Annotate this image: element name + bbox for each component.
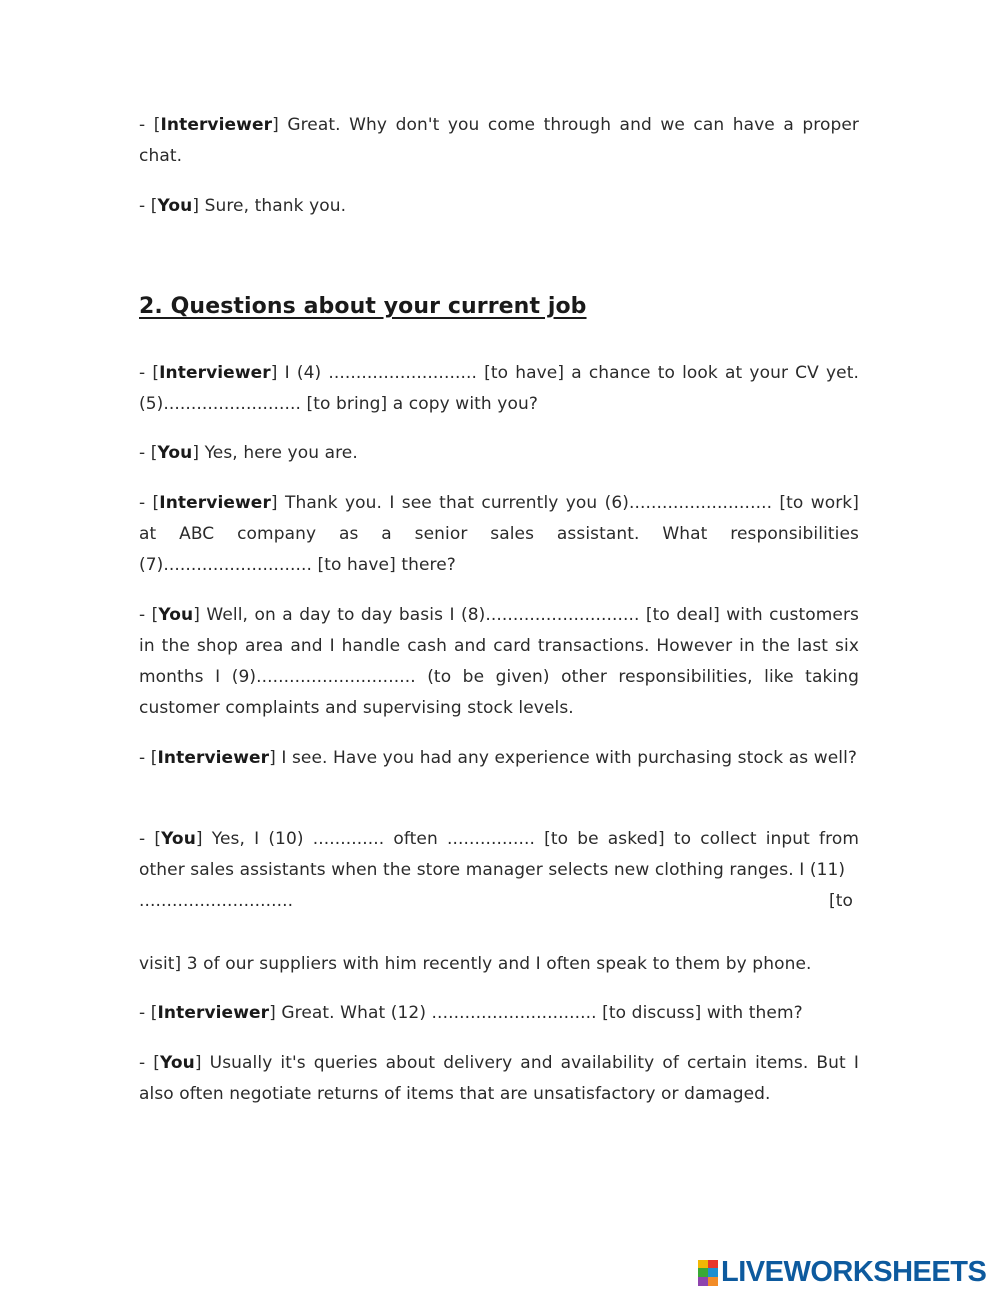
dialogue-line-interviewer-4: - [Interviewer] I see. Have you had any experience with purchasing stock as well? [139,748,858,768]
dialogue-line-you-4-blank-row [139,886,859,917]
speaker-label: Interviewer [157,1003,270,1023]
answer-blank: ............................ [139,891,294,911]
speaker-label: Interviewer [160,115,273,135]
verb-hint: [to [829,891,853,911]
dialogue-line-interviewer-3: - [Interviewer] Thank you. I see that currently you (6).......................... [to work] at ABC company as a senior sales assistant. What responsibilities (7)........................... [to have] there? [139,493,859,575]
dialogue-line-you-1: - [You] Sure, thank you. [139,196,347,216]
speaker-label: You [160,1053,195,1073]
dialogue-line-interviewer-5: - [Interviewer] Great. What (12) .............................. [to discuss] with them? [139,1003,803,1023]
dialogue-line-interviewer-1: - [Interviewer] Great. Why don't you come through and we can have a proper chat. [139,115,859,166]
dialogue-line-interviewer-2: - [Interviewer] I (4) ........................... [to have] a chance to look at your CV yet. (5)......................... [to bring] a copy with you? [139,363,859,414]
dialogue-line-you-4: - [You] Yes, I (10) ............. often ................ [to be asked] to collect input from other sales assistants when the store manager selects new clothing ranges. I (11) [139,829,859,880]
dialogue-line-you-4-continued: visit] 3 of our suppliers with him recently and I often speak to them by phone. [139,954,812,974]
dialogue-line-you-3: - [You] Well, on a day to day basis I (8)............................ [to deal] with customers in the shop area and I handle cash and card transactions. However in the last six months I (9)............................. (to be given) other responsibilities, like taking customer complaints and supervising stock levels. [139,605,859,718]
dialogue-line-you-2: - [You] Yes, here you are. [139,443,358,463]
speaker-label: Interviewer [159,493,271,513]
liveworksheets-logo-icon [698,1260,718,1286]
speaker-label: Interviewer [157,748,270,768]
speaker-label: You [157,443,193,463]
speaker-label: You [157,196,193,216]
logo-text: LIVEWORKSHEETS [721,1256,987,1288]
speaker-label: Interviewer [159,363,271,383]
speaker-label: You [161,829,196,849]
section-title: 2. Questions about your current job [139,294,587,319]
dialogue-line-you-5: - [You] Usually it's queries about delivery and availability of certain items. But I also often negotiate returns of items that are unsatisfactory or damaged. [139,1053,859,1104]
liveworksheets-logo[interactable] [698,1256,986,1289]
speaker-label: You [158,605,194,625]
